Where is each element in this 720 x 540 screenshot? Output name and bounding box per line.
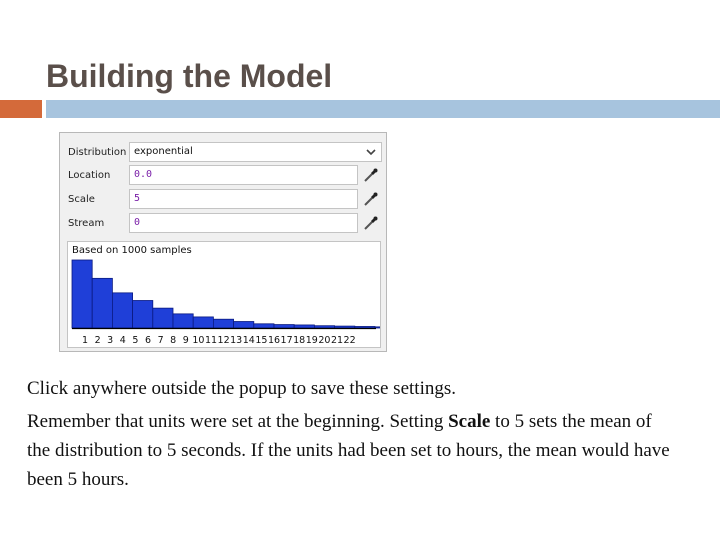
histogram-bar	[133, 300, 153, 328]
scale-row	[60, 189, 388, 211]
distribution-select[interactable]	[129, 142, 382, 162]
histogram-bar	[92, 278, 112, 328]
histogram-bar	[314, 326, 334, 328]
histogram-bar	[335, 326, 355, 328]
histogram-bar	[234, 322, 254, 328]
histogram-tick-label: 4	[119, 335, 126, 346]
histogram-tick-label: 15	[255, 335, 268, 346]
histogram-tick-label: 5	[132, 335, 139, 346]
location-label: Location	[68, 170, 111, 181]
histogram-tick-label: 9	[182, 335, 189, 346]
histogram-tick-label: 2	[94, 335, 101, 346]
histogram-caption: Based on 1000 samples	[72, 245, 192, 256]
histogram-tick-label: 8	[170, 335, 177, 346]
histogram-tick-label: 3	[107, 335, 114, 346]
histogram-bar	[153, 308, 173, 328]
distribution-value: exponential	[134, 146, 193, 157]
location-input[interactable]: 0.0	[129, 165, 358, 185]
histogram-tick-label: 1	[81, 335, 89, 346]
accent-bar-blue	[46, 100, 720, 118]
instruction-text: Click anywhere outside the popup to save these settings.	[27, 378, 456, 399]
scale-keyword: Scale	[448, 411, 491, 432]
eyedropper-icon[interactable]	[363, 191, 379, 207]
histogram-tick-label: 20	[318, 335, 331, 346]
histogram-tick-label: 13	[230, 335, 243, 346]
explanation-text-end: to 5 sets the mean of the distribution to 5 seconds. If the units had been set to hours, the mean would have been 5 hours.	[27, 411, 670, 490]
histogram-tick-label: 11	[204, 335, 218, 346]
histogram-tick-label: 6	[144, 335, 152, 346]
scale-input[interactable]: 5	[129, 189, 358, 209]
histogram-bar	[294, 325, 314, 328]
histogram-tick-label: 14	[242, 335, 255, 346]
eyedropper-icon[interactable]	[363, 167, 379, 183]
histogram-tick-label: 19	[305, 335, 318, 346]
histogram-bar	[375, 327, 380, 328]
stream-input[interactable]: 0	[129, 213, 358, 233]
eyedropper-icon[interactable]	[363, 215, 379, 231]
histogram-tick-label: 21	[330, 335, 344, 346]
histogram-tick-label: 22	[343, 335, 356, 346]
stream-row	[60, 213, 388, 235]
histogram-bar	[254, 324, 274, 328]
explanation-text	[27, 407, 677, 494]
histogram-tick-label: 18	[293, 335, 306, 346]
distribution-popup	[59, 132, 387, 352]
histogram-tick-label: 12	[217, 335, 230, 346]
histogram-bar	[173, 314, 193, 328]
location-row	[60, 165, 388, 187]
histogram-tick-label: 17	[280, 335, 293, 346]
histogram-bar	[193, 317, 213, 328]
chevron-down-icon	[365, 146, 377, 158]
histogram-bar	[112, 293, 132, 328]
histogram-bar	[355, 326, 375, 328]
histogram-tick-label: 16	[267, 335, 281, 346]
histogram-bar	[213, 319, 233, 328]
histogram-tick-label: 7	[157, 335, 164, 346]
histogram-chart	[68, 242, 380, 347]
distribution-label: Distribution	[68, 147, 127, 158]
accent-bar-orange	[0, 100, 42, 118]
histogram-bar	[274, 325, 294, 328]
explanation-text-start: Remember that units were set at the beginning. Setting	[27, 411, 449, 432]
scale-label: Scale	[68, 194, 95, 205]
histogram-tick-label: 10	[192, 335, 205, 346]
distribution-row	[60, 142, 388, 164]
slide-title: Building the Model	[46, 58, 333, 94]
histogram-bar	[72, 260, 92, 328]
stream-label: Stream	[68, 218, 105, 229]
sample-histogram	[67, 241, 381, 348]
